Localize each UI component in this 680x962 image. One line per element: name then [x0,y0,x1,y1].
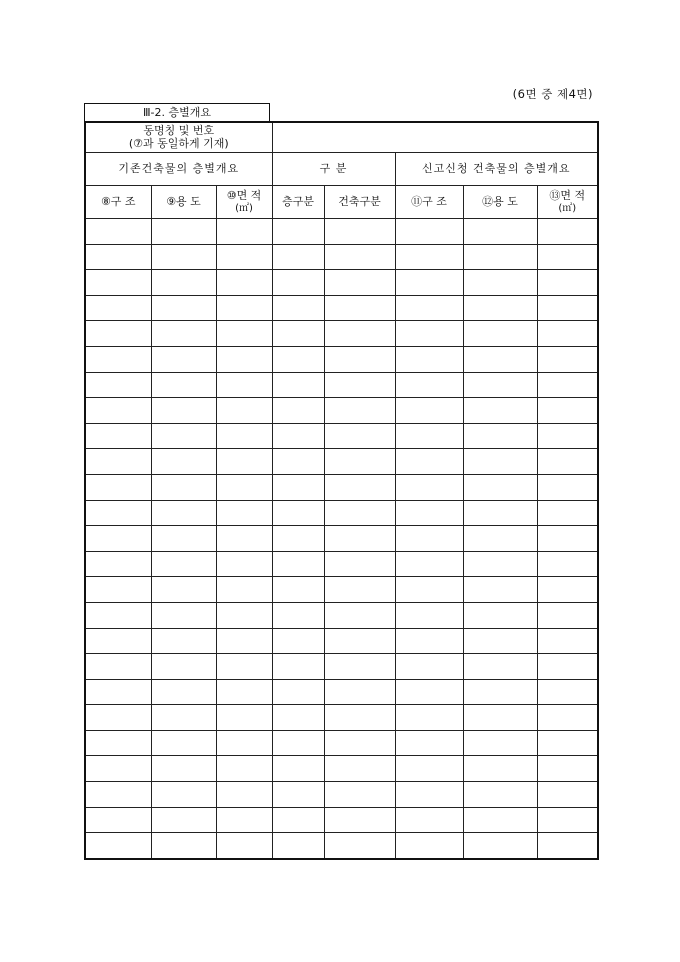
table-row [85,526,598,552]
cell-existing-area[interactable] [216,654,272,680]
cell-existing-structure[interactable] [85,474,151,500]
cell-new-structure[interactable] [395,372,463,398]
cell-construction-type[interactable] [324,244,395,270]
cell-existing-use[interactable] [151,782,216,808]
column-header-floor-division [272,186,324,219]
table-row [85,628,598,654]
cell-existing-structure[interactable] [85,577,151,603]
cell-new-structure[interactable] [395,423,463,449]
cell-new-use[interactable] [463,705,537,731]
cell-new-structure[interactable] [395,577,463,603]
column-unit: (㎡) [235,202,253,214]
cell-new-use[interactable] [463,730,537,756]
cell-floor-division[interactable] [272,295,324,321]
cell-existing-structure[interactable] [85,270,151,296]
division-header: 구 분 [272,153,395,186]
cell-new-structure[interactable] [395,295,463,321]
table-row [85,372,598,398]
cell-existing-area[interactable] [216,219,272,245]
floor-overview-table [84,121,599,860]
column-header-new-use [463,186,537,219]
cell-new-area[interactable] [537,551,598,577]
cell-construction-type[interactable] [324,705,395,731]
cell-existing-use[interactable] [151,219,216,245]
cell-new-area[interactable] [537,295,598,321]
cell-existing-structure[interactable] [85,449,151,475]
cell-new-structure[interactable] [395,474,463,500]
cell-floor-division[interactable] [272,346,324,372]
cell-new-structure[interactable] [395,730,463,756]
table-row [85,398,598,424]
existing-building-header: 기존건축물의 층별개요 [85,153,272,186]
cell-new-use[interactable] [463,782,537,808]
table-row [85,551,598,577]
cell-new-area[interactable] [537,526,598,552]
cell-existing-use[interactable] [151,577,216,603]
cell-existing-area[interactable] [216,321,272,347]
cell-new-area[interactable] [537,705,598,731]
cell-existing-structure[interactable] [85,500,151,526]
cell-existing-area[interactable] [216,833,272,859]
cell-existing-use[interactable] [151,679,216,705]
cell-floor-division[interactable] [272,526,324,552]
cell-new-structure[interactable] [395,500,463,526]
column-label: ⑪구 조 [411,194,447,208]
cell-new-structure[interactable] [395,244,463,270]
table-row [85,833,598,859]
cell-new-use[interactable] [463,628,537,654]
column-header-existing-area [216,186,272,219]
cell-new-use[interactable] [463,423,537,449]
cell-existing-area[interactable] [216,807,272,833]
table-row [85,270,598,296]
cell-construction-type[interactable] [324,474,395,500]
cell-existing-area[interactable] [216,679,272,705]
cell-new-area[interactable] [537,346,598,372]
cell-new-structure[interactable] [395,602,463,628]
cell-existing-area[interactable] [216,705,272,731]
cell-new-use[interactable] [463,551,537,577]
cell-existing-structure[interactable] [85,654,151,680]
cell-floor-division[interactable] [272,602,324,628]
cell-new-structure[interactable] [395,782,463,808]
cell-existing-area[interactable] [216,526,272,552]
cell-construction-type[interactable] [324,577,395,603]
cell-construction-type[interactable] [324,500,395,526]
cell-new-structure[interactable] [395,679,463,705]
cell-existing-area[interactable] [216,270,272,296]
cell-new-use[interactable] [463,526,537,552]
column-label: ⑧구 조 [100,194,136,208]
cell-existing-use[interactable] [151,321,216,347]
cell-existing-use[interactable] [151,423,216,449]
cell-existing-use[interactable] [151,500,216,526]
cell-new-use[interactable] [463,602,537,628]
table-row [85,244,598,270]
table-row [85,705,598,731]
cell-floor-division[interactable] [272,654,324,680]
cell-floor-division[interactable] [272,730,324,756]
cell-existing-use[interactable] [151,833,216,859]
cell-floor-division[interactable] [272,219,324,245]
cell-construction-type[interactable] [324,372,395,398]
column-label: ⑫용 도 [482,194,518,208]
cell-existing-area[interactable] [216,602,272,628]
cell-existing-structure[interactable] [85,628,151,654]
cell-floor-division[interactable] [272,449,324,475]
cell-new-structure[interactable] [395,807,463,833]
column-label: ⑩면 적 [226,188,262,202]
cell-new-area[interactable] [537,244,598,270]
building-name-label-line2: (⑦과 동일하게 기재) [128,136,229,150]
cell-construction-type[interactable] [324,551,395,577]
column-unit: (㎡) [558,202,577,214]
cell-existing-structure[interactable] [85,295,151,321]
table-row [85,423,598,449]
column-header-construction-type [324,186,395,219]
cell-new-structure[interactable] [395,654,463,680]
cell-existing-use[interactable] [151,602,216,628]
cell-existing-structure[interactable] [85,423,151,449]
cell-existing-use[interactable] [151,398,216,424]
cell-construction-type[interactable] [324,295,395,321]
cell-new-use[interactable] [463,219,537,245]
table-row [85,756,598,782]
cell-new-structure[interactable] [395,756,463,782]
cell-existing-use[interactable] [151,346,216,372]
cell-existing-use[interactable] [151,295,216,321]
cell-existing-use[interactable] [151,449,216,475]
cell-new-use[interactable] [463,500,537,526]
cell-new-use[interactable] [463,807,537,833]
building-name-label-line1: 동명칭 및 번호 [143,123,215,137]
cell-existing-structure[interactable] [85,526,151,552]
table-row [85,449,598,475]
cell-new-use[interactable] [463,398,537,424]
cell-existing-area[interactable] [216,423,272,449]
column-label: 건축구분 [338,194,381,208]
cell-construction-type[interactable] [324,782,395,808]
cell-new-area[interactable] [537,756,598,782]
cell-new-structure[interactable] [395,398,463,424]
cell-new-area[interactable] [537,654,598,680]
cell-new-area[interactable] [537,833,598,859]
cell-new-use[interactable] [463,244,537,270]
cell-floor-division[interactable] [272,500,324,526]
cell-floor-division[interactable] [272,833,324,859]
cell-existing-structure[interactable] [85,244,151,270]
table-row [85,219,598,245]
cell-floor-division[interactable] [272,756,324,782]
table-row [85,346,598,372]
cell-existing-area[interactable] [216,295,272,321]
cell-existing-use[interactable] [151,730,216,756]
cell-new-area[interactable] [537,372,598,398]
cell-construction-type[interactable] [324,756,395,782]
cell-new-structure[interactable] [395,628,463,654]
cell-construction-type[interactable] [324,807,395,833]
cell-construction-type[interactable] [324,270,395,296]
cell-existing-area[interactable] [216,474,272,500]
page-indicator: (6면 중 제4면) [512,87,593,101]
cell-construction-type[interactable] [324,654,395,680]
cell-new-area[interactable] [537,628,598,654]
column-label: 층구분 [282,194,314,208]
cell-existing-area[interactable] [216,372,272,398]
cell-existing-structure[interactable] [85,551,151,577]
table-row [85,782,598,808]
cell-construction-type[interactable] [324,346,395,372]
cell-new-use[interactable] [463,679,537,705]
cell-existing-area[interactable] [216,551,272,577]
column-header-new-structure [395,186,463,219]
cell-new-area[interactable] [537,577,598,603]
cell-existing-area[interactable] [216,756,272,782]
cell-new-area[interactable] [537,474,598,500]
cell-floor-division[interactable] [272,577,324,603]
cell-existing-structure[interactable] [85,833,151,859]
table-row [85,679,598,705]
cell-existing-use[interactable] [151,807,216,833]
building-name-field[interactable] [272,122,598,153]
cell-new-area[interactable] [537,270,598,296]
cell-existing-structure[interactable] [85,321,151,347]
cell-new-area[interactable] [537,807,598,833]
table-row [85,474,598,500]
cell-floor-division[interactable] [272,321,324,347]
cell-floor-division[interactable] [272,551,324,577]
cell-existing-area[interactable] [216,449,272,475]
cell-floor-division[interactable] [272,628,324,654]
cell-new-area[interactable] [537,782,598,808]
cell-existing-area[interactable] [216,346,272,372]
cell-new-structure[interactable] [395,270,463,296]
cell-new-area[interactable] [537,219,598,245]
cell-new-use[interactable] [463,295,537,321]
cell-floor-division[interactable] [272,372,324,398]
cell-new-area[interactable] [537,730,598,756]
cell-floor-division[interactable] [272,423,324,449]
cell-floor-division[interactable] [272,807,324,833]
cell-new-use[interactable] [463,270,537,296]
table-row [85,577,598,603]
cell-construction-type[interactable] [324,398,395,424]
cell-construction-type[interactable] [324,602,395,628]
cell-existing-use[interactable] [151,270,216,296]
cell-floor-division[interactable] [272,782,324,808]
cell-construction-type[interactable] [324,219,395,245]
column-label: ⑬면 적 [549,188,586,202]
table-row [85,295,598,321]
table-row [85,602,598,628]
cell-new-structure[interactable] [395,219,463,245]
cell-existing-area[interactable] [216,244,272,270]
cell-new-use[interactable] [463,321,537,347]
cell-existing-use[interactable] [151,654,216,680]
cell-construction-type[interactable] [324,679,395,705]
cell-new-structure[interactable] [395,321,463,347]
cell-existing-area[interactable] [216,398,272,424]
cell-existing-structure[interactable] [85,705,151,731]
column-header-existing-use [151,186,216,219]
table-row [85,321,598,347]
cell-existing-use[interactable] [151,474,216,500]
cell-existing-use[interactable] [151,705,216,731]
cell-existing-use[interactable] [151,372,216,398]
cell-existing-structure[interactable] [85,346,151,372]
cell-existing-structure[interactable] [85,602,151,628]
cell-existing-structure[interactable] [85,782,151,808]
cell-existing-use[interactable] [151,244,216,270]
cell-existing-structure[interactable] [85,807,151,833]
cell-existing-structure[interactable] [85,372,151,398]
cell-construction-type[interactable] [324,321,395,347]
cell-new-use[interactable] [463,756,537,782]
column-header-new-area [537,186,598,219]
cell-floor-division[interactable] [272,705,324,731]
cell-construction-type[interactable] [324,526,395,552]
cell-construction-type[interactable] [324,449,395,475]
cell-existing-structure[interactable] [85,730,151,756]
cell-new-area[interactable] [537,449,598,475]
cell-existing-area[interactable] [216,500,272,526]
cell-existing-use[interactable] [151,551,216,577]
cell-new-structure[interactable] [395,833,463,859]
cell-construction-type[interactable] [324,833,395,859]
cell-new-structure[interactable] [395,449,463,475]
cell-existing-structure[interactable] [85,398,151,424]
cell-existing-use[interactable] [151,756,216,782]
cell-new-use[interactable] [463,833,537,859]
cell-existing-structure[interactable] [85,219,151,245]
cell-new-use[interactable] [463,372,537,398]
cell-existing-structure[interactable] [85,756,151,782]
cell-new-use[interactable] [463,577,537,603]
cell-new-use[interactable] [463,654,537,680]
cell-floor-division[interactable] [272,398,324,424]
cell-new-structure[interactable] [395,551,463,577]
cell-floor-division[interactable] [272,679,324,705]
cell-floor-division[interactable] [272,244,324,270]
cell-new-area[interactable] [537,679,598,705]
new-building-header: 신고신청 건축물의 층별개요 [395,153,598,186]
table-row [85,500,598,526]
cell-new-structure[interactable] [395,346,463,372]
table-row [85,730,598,756]
cell-new-area[interactable] [537,423,598,449]
cell-existing-area[interactable] [216,628,272,654]
column-label: ⑨용 도 [166,194,201,208]
column-header-existing-structure [85,186,151,219]
cell-construction-type[interactable] [324,730,395,756]
cell-new-area[interactable] [537,602,598,628]
cell-floor-division[interactable] [272,270,324,296]
cell-new-area[interactable] [537,500,598,526]
cell-new-use[interactable] [463,474,537,500]
cell-construction-type[interactable] [324,628,395,654]
cell-existing-area[interactable] [216,782,272,808]
cell-construction-type[interactable] [324,423,395,449]
cell-new-area[interactable] [537,398,598,424]
cell-new-use[interactable] [463,346,537,372]
building-name-label [85,122,272,153]
table-row [85,807,598,833]
cell-new-structure[interactable] [395,526,463,552]
cell-existing-area[interactable] [216,577,272,603]
cell-new-use[interactable] [463,449,537,475]
cell-existing-area[interactable] [216,730,272,756]
cell-floor-division[interactable] [272,474,324,500]
table-row [85,654,598,680]
cell-existing-structure[interactable] [85,679,151,705]
cell-existing-use[interactable] [151,526,216,552]
section-title: Ⅲ-2. 층별개요 [84,103,270,122]
cell-existing-use[interactable] [151,628,216,654]
cell-new-structure[interactable] [395,705,463,731]
cell-new-area[interactable] [537,321,598,347]
